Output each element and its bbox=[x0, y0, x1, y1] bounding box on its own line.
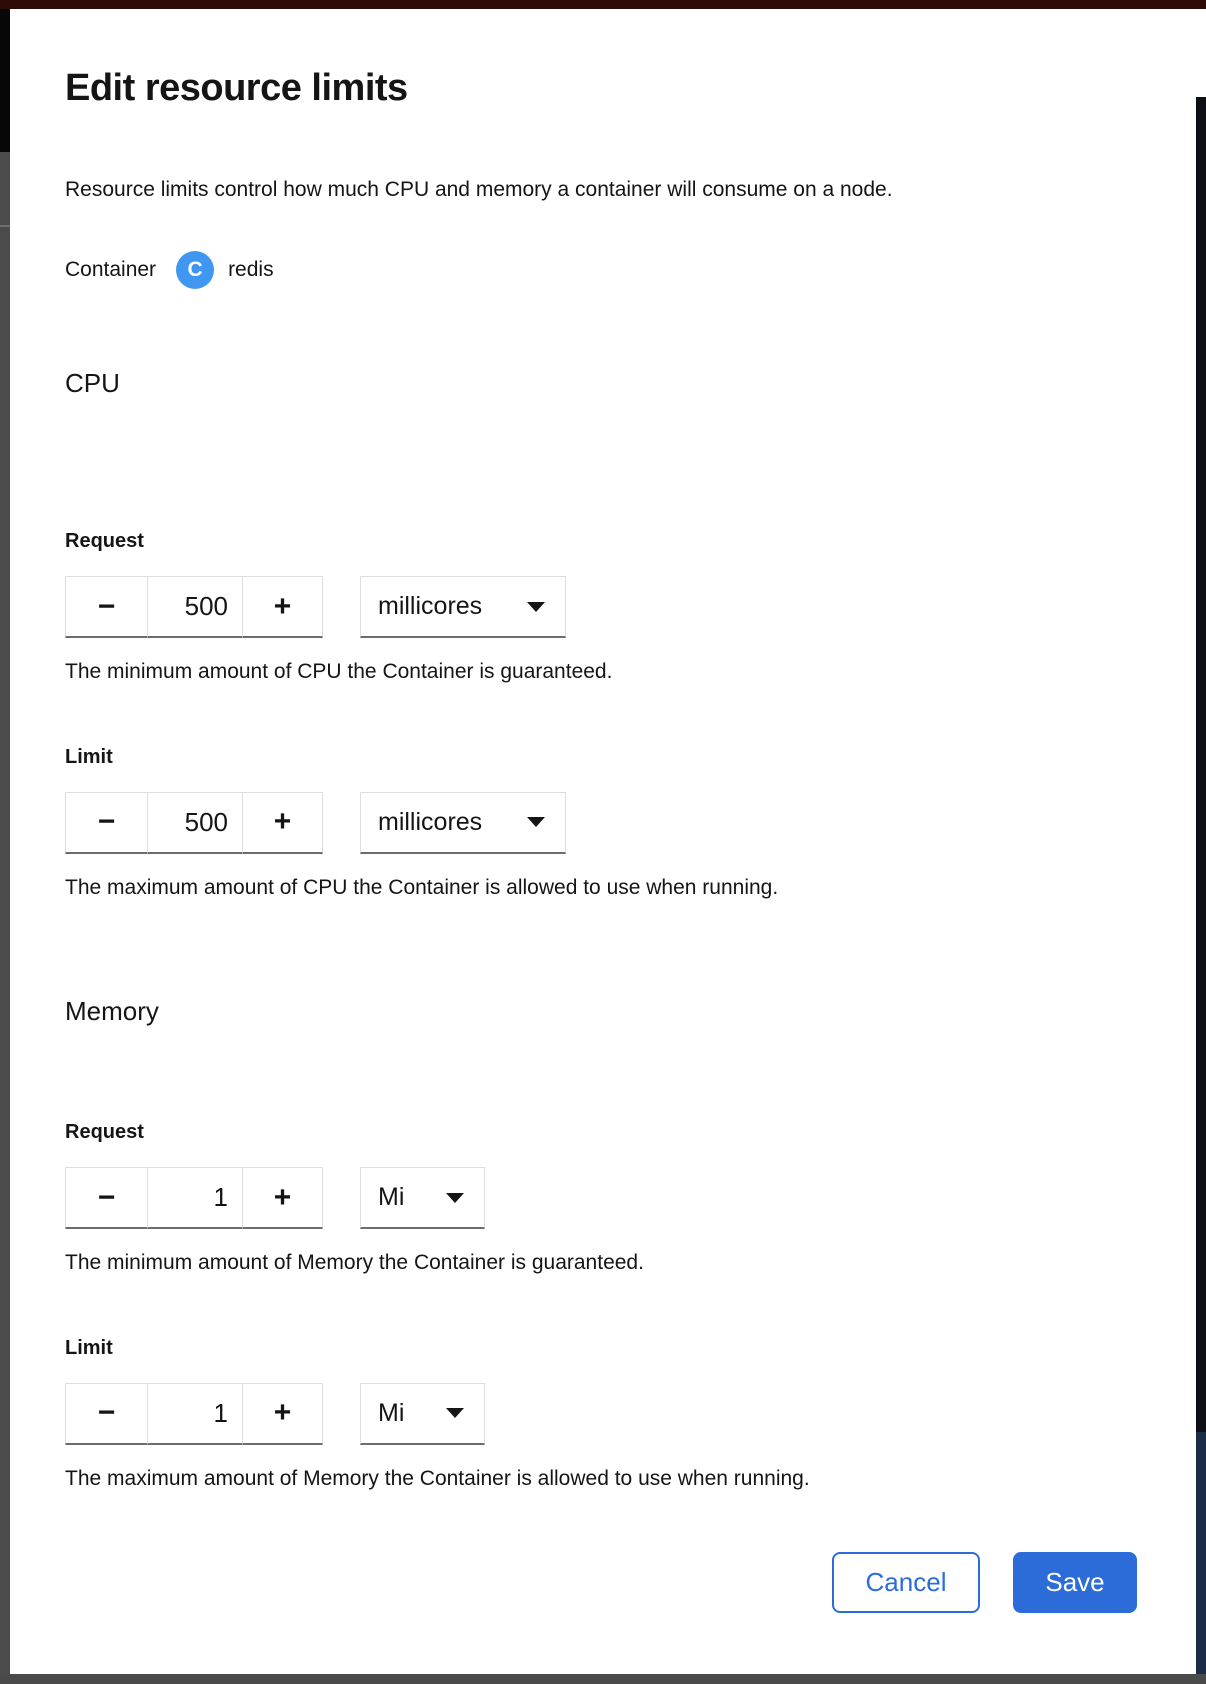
cpu-request-label: Request bbox=[65, 530, 144, 553]
memory-limit-decrement-button[interactable]: − bbox=[65, 1383, 148, 1445]
modal-description: Resource limits control how much CPU and memory a container will consume on a node. bbox=[65, 177, 893, 201]
container-row bbox=[65, 251, 1141, 289]
caret-down-icon bbox=[527, 817, 545, 827]
memory-request-decrement-button[interactable]: − bbox=[65, 1167, 148, 1229]
cpu-request-unit-value: millicores bbox=[378, 592, 483, 621]
container-label: Container bbox=[65, 257, 157, 281]
backdrop-masthead-strip bbox=[0, 0, 1206, 9]
cpu-limit-helper-text: The maximum amount of CPU the Container is allowed to use when running. bbox=[65, 875, 779, 899]
backdrop-right-console-part bbox=[1196, 1432, 1206, 1674]
memory-limit-label: Limit bbox=[65, 1336, 113, 1359]
memory-request-label: Request bbox=[65, 1121, 144, 1144]
cpu-request-number-group bbox=[65, 576, 323, 638]
backdrop-left-nav-strip bbox=[0, 9, 10, 1674]
memory-request-unit-select[interactable] bbox=[360, 1167, 485, 1229]
cpu-limit-value-input[interactable] bbox=[148, 792, 243, 854]
memory-limit-helper-text: The maximum amount of Memory the Container is allowed to use when running. bbox=[65, 1466, 810, 1490]
modal-action-bar bbox=[65, 1552, 1141, 1613]
container-resource-badge: C bbox=[176, 251, 214, 289]
backdrop-bottom-strip bbox=[0, 1674, 1206, 1684]
caret-down-icon bbox=[446, 1193, 464, 1203]
section-heading-cpu: CPU bbox=[65, 367, 120, 398]
memory-request-number-group bbox=[65, 1167, 323, 1229]
cpu-limit-unit-value: millicores bbox=[378, 807, 483, 836]
memory-request-helper-text: The minimum amount of Memory the Container is guaranteed. bbox=[65, 1251, 644, 1275]
caret-down-icon bbox=[527, 602, 545, 612]
page-title: Edit resource limits bbox=[65, 67, 408, 109]
cpu-limit-increment-button[interactable]: + bbox=[243, 792, 323, 854]
backdrop-right-strip bbox=[1196, 97, 1206, 1674]
caret-down-icon bbox=[446, 1408, 464, 1418]
cpu-limit-label: Limit bbox=[65, 745, 113, 768]
cpu-limit-input-row bbox=[65, 792, 1141, 854]
backdrop-nav-divider bbox=[0, 225, 10, 227]
backdrop-left-masthead-part bbox=[0, 9, 10, 152]
memory-request-increment-button[interactable]: + bbox=[243, 1167, 323, 1229]
cancel-button[interactable]: Cancel bbox=[832, 1552, 980, 1613]
cpu-request-helper-text: The minimum amount of CPU the Container is guaranteed. bbox=[65, 660, 613, 684]
cpu-request-decrement-button[interactable]: − bbox=[65, 576, 148, 638]
memory-limit-unit-value: Mi bbox=[378, 1398, 405, 1427]
memory-request-unit-value: Mi bbox=[378, 1183, 405, 1212]
cpu-request-unit-select[interactable] bbox=[360, 576, 566, 638]
container-name: redis bbox=[228, 257, 274, 281]
save-button[interactable]: Save bbox=[1013, 1552, 1137, 1613]
memory-request-input-row bbox=[65, 1167, 1141, 1229]
cpu-limit-unit-select[interactable] bbox=[360, 792, 566, 854]
cpu-limit-number-group bbox=[65, 792, 323, 854]
edit-resource-limits-modal bbox=[10, 9, 1196, 1674]
section-heading-memory: Memory bbox=[65, 995, 159, 1026]
cpu-limit-decrement-button[interactable]: − bbox=[65, 792, 148, 854]
cpu-request-input-row bbox=[65, 576, 1141, 638]
cpu-request-value-input[interactable] bbox=[148, 576, 243, 638]
memory-limit-input-row bbox=[65, 1383, 1141, 1445]
memory-limit-value-input[interactable] bbox=[148, 1383, 243, 1445]
memory-request-value-input[interactable] bbox=[148, 1167, 243, 1229]
memory-limit-increment-button[interactable]: + bbox=[243, 1383, 323, 1445]
cpu-request-increment-button[interactable]: + bbox=[243, 576, 323, 638]
memory-limit-number-group bbox=[65, 1383, 323, 1445]
memory-limit-unit-select[interactable] bbox=[360, 1383, 485, 1445]
